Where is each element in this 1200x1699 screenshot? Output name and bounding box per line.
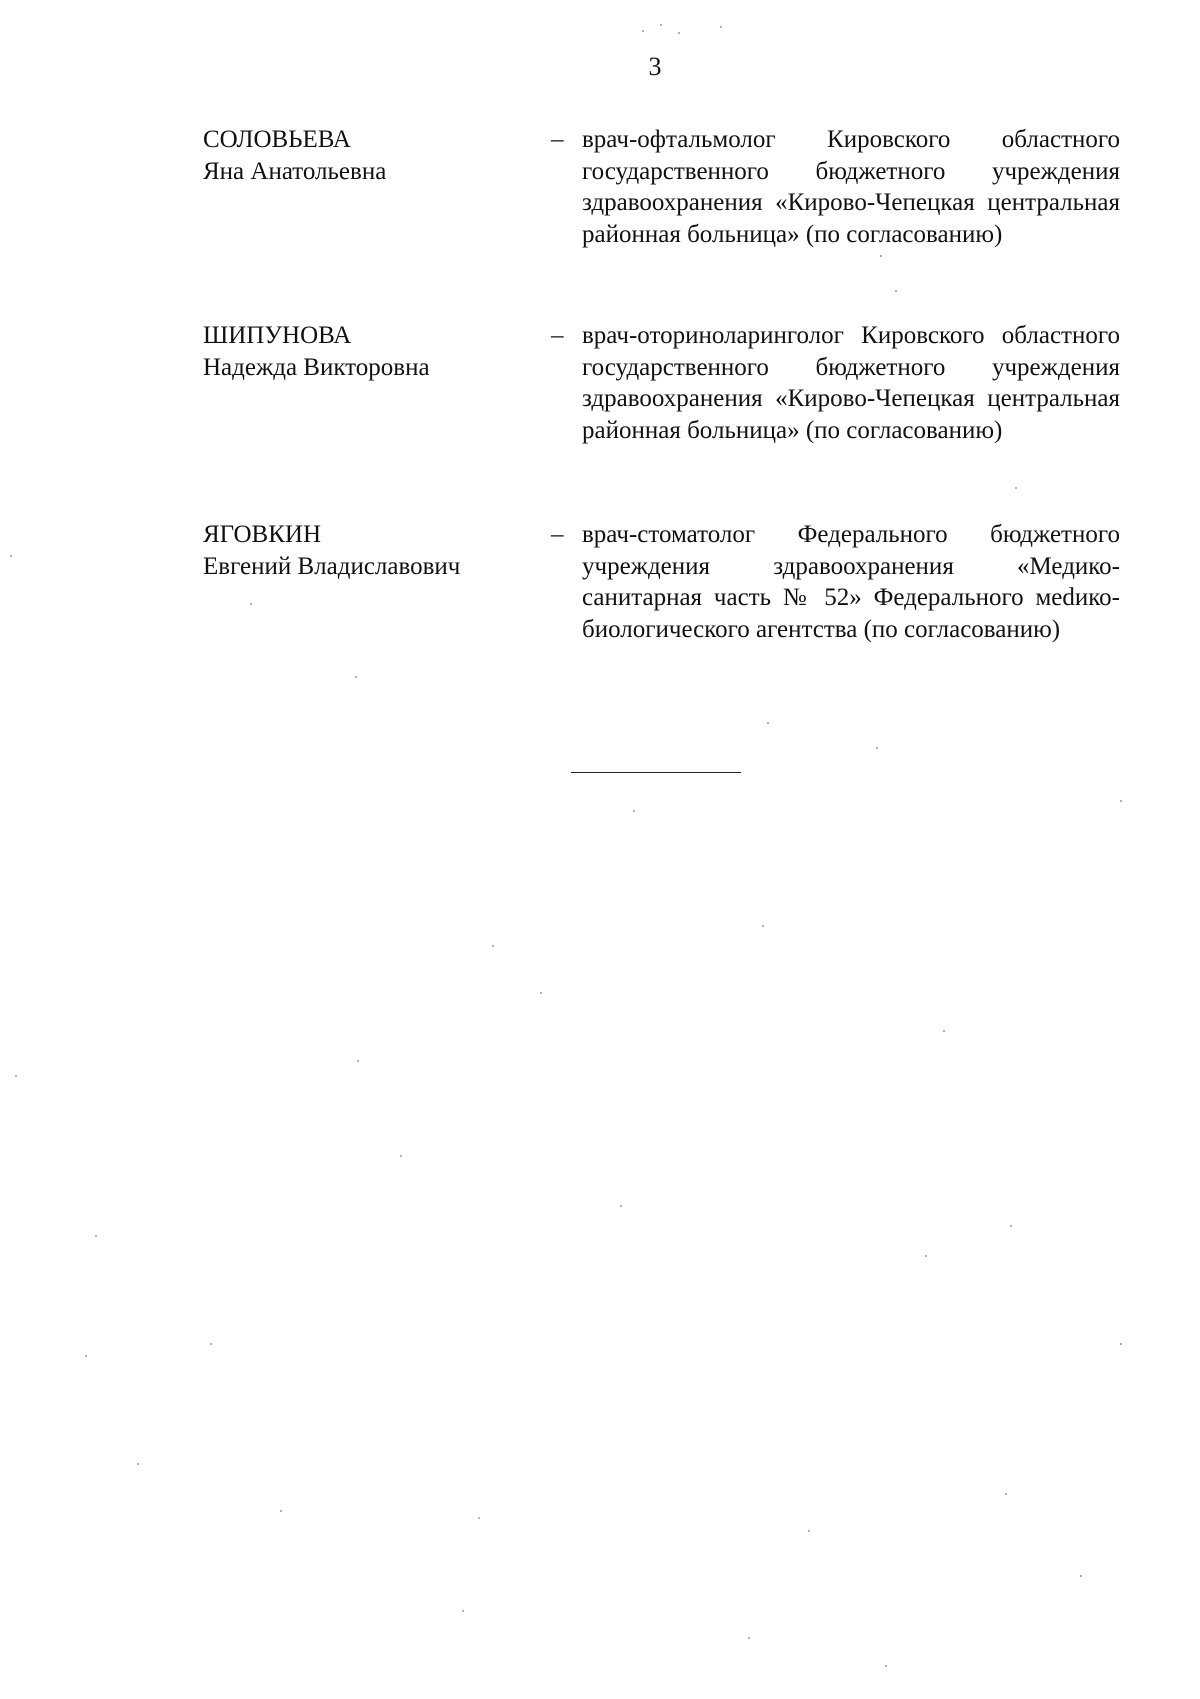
member-given-names: Евгений Владиславович (203, 552, 461, 580)
scan-speck (767, 722, 769, 724)
scan-speck (250, 603, 252, 605)
scan-speck (642, 30, 644, 32)
scan-speck (85, 1355, 87, 1357)
scan-speck (808, 1530, 810, 1532)
scan-speck (280, 1510, 282, 1512)
entry-dash: – (551, 126, 564, 153)
scan-speck (720, 26, 722, 28)
page-number: 3 (648, 52, 662, 81)
scan-speck (1080, 1575, 1082, 1577)
scan-speck (95, 1235, 97, 1237)
member-name (203, 124, 533, 187)
scan-speck (660, 24, 662, 26)
scan-speck (1015, 487, 1017, 489)
scan-speck (748, 1637, 750, 1639)
scan-speck (478, 1517, 480, 1519)
closing-rule (571, 772, 741, 773)
scan-speck (137, 1463, 139, 1465)
member-name (203, 519, 533, 582)
scan-speck (876, 747, 878, 749)
scan-speck (880, 255, 882, 257)
member-position: врач-офтальмолог Кировского областного государственного бюджетного учреждения здравоохранения «Кирово-Чепецкая центральная районная больница» (по согласованию) (582, 126, 1120, 248)
scan-speck (540, 992, 542, 994)
scan-speck (210, 1343, 212, 1345)
scan-speck (1005, 1493, 1007, 1495)
scan-speck (885, 1665, 887, 1667)
scan-speck (492, 945, 494, 947)
scan-speck (355, 676, 357, 678)
scan-speck (895, 290, 897, 292)
member-name (203, 320, 533, 383)
scan-speck (357, 1060, 359, 1062)
scan-speck (943, 1030, 945, 1032)
member-position: врач-оториноларинголог Кировского областного государственного бюджетного учреждения здравоохранения «Кирово-Чепецкая центральная районная больница» (по согласованию) (582, 322, 1120, 444)
scan-speck (1120, 1343, 1122, 1345)
member-position: врач-стоматолог Федерального бюджетного учреждения здравоохранения «Медико-санитарная часть № 52» Федерального меdико-биологического агентства (по согласованию) (582, 521, 1120, 643)
scan-speck (400, 1155, 402, 1157)
member-given-names: Яна Анатольевна (203, 157, 387, 185)
member-surname: ШИПУНОВА (203, 322, 352, 349)
entry-dash: – (551, 322, 564, 349)
scan-speck (678, 32, 680, 34)
scan-speck (10, 555, 12, 557)
scan-speck (762, 925, 764, 927)
scan-speck (15, 1075, 17, 1077)
member-given-names: Надежда Викторовна (203, 353, 430, 381)
entry-dash: – (551, 521, 564, 548)
scan-speck (633, 810, 635, 812)
scan-speck (620, 1205, 622, 1207)
scan-speck (1010, 1225, 1012, 1227)
member-surname: СОЛОВЬЕВА (203, 126, 351, 153)
scan-speck (1120, 800, 1122, 802)
scan-speck (925, 1255, 927, 1257)
member-surname: ЯГОВКИН (203, 521, 322, 548)
scan-speck (462, 1610, 464, 1612)
